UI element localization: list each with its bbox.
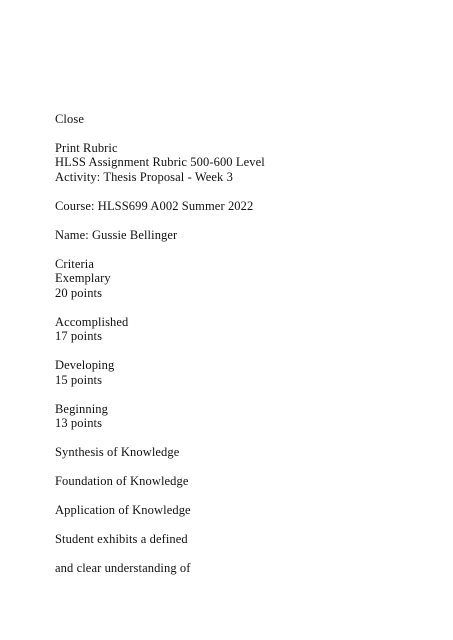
- criteria-header: Criteria: [55, 257, 94, 271]
- rubric-title: HLSS Assignment Rubric 500-600 Level: [55, 155, 265, 169]
- print-rubric-link[interactable]: Print Rubric: [55, 141, 118, 155]
- level-exemplary-points: 20 points: [55, 286, 103, 300]
- level-developing-points: 15 points: [55, 373, 103, 387]
- course-text: Course: HLSS699 A002 Summer 2022: [55, 199, 254, 213]
- level-exemplary-label: Exemplary: [55, 271, 111, 285]
- level-beginning-points: 13 points: [55, 416, 103, 430]
- level-accomplished-label: Accomplished: [55, 315, 129, 329]
- description-line: and clear understanding of: [55, 561, 191, 575]
- level-accomplished-points: 17 points: [55, 329, 103, 343]
- level-beginning-label: Beginning: [55, 402, 108, 416]
- criterion-foundation: Foundation of Knowledge: [55, 474, 189, 488]
- level-developing-label: Developing: [55, 358, 115, 372]
- close-link[interactable]: Close: [55, 112, 84, 126]
- criterion-synthesis: Synthesis of Knowledge: [55, 445, 180, 459]
- description-line: Student exhibits a defined: [55, 532, 188, 546]
- activity-text: Activity: Thesis Proposal - Week 3: [55, 170, 233, 184]
- student-name: Name: Gussie Bellinger: [55, 228, 178, 242]
- criterion-application: Application of Knowledge: [55, 503, 191, 517]
